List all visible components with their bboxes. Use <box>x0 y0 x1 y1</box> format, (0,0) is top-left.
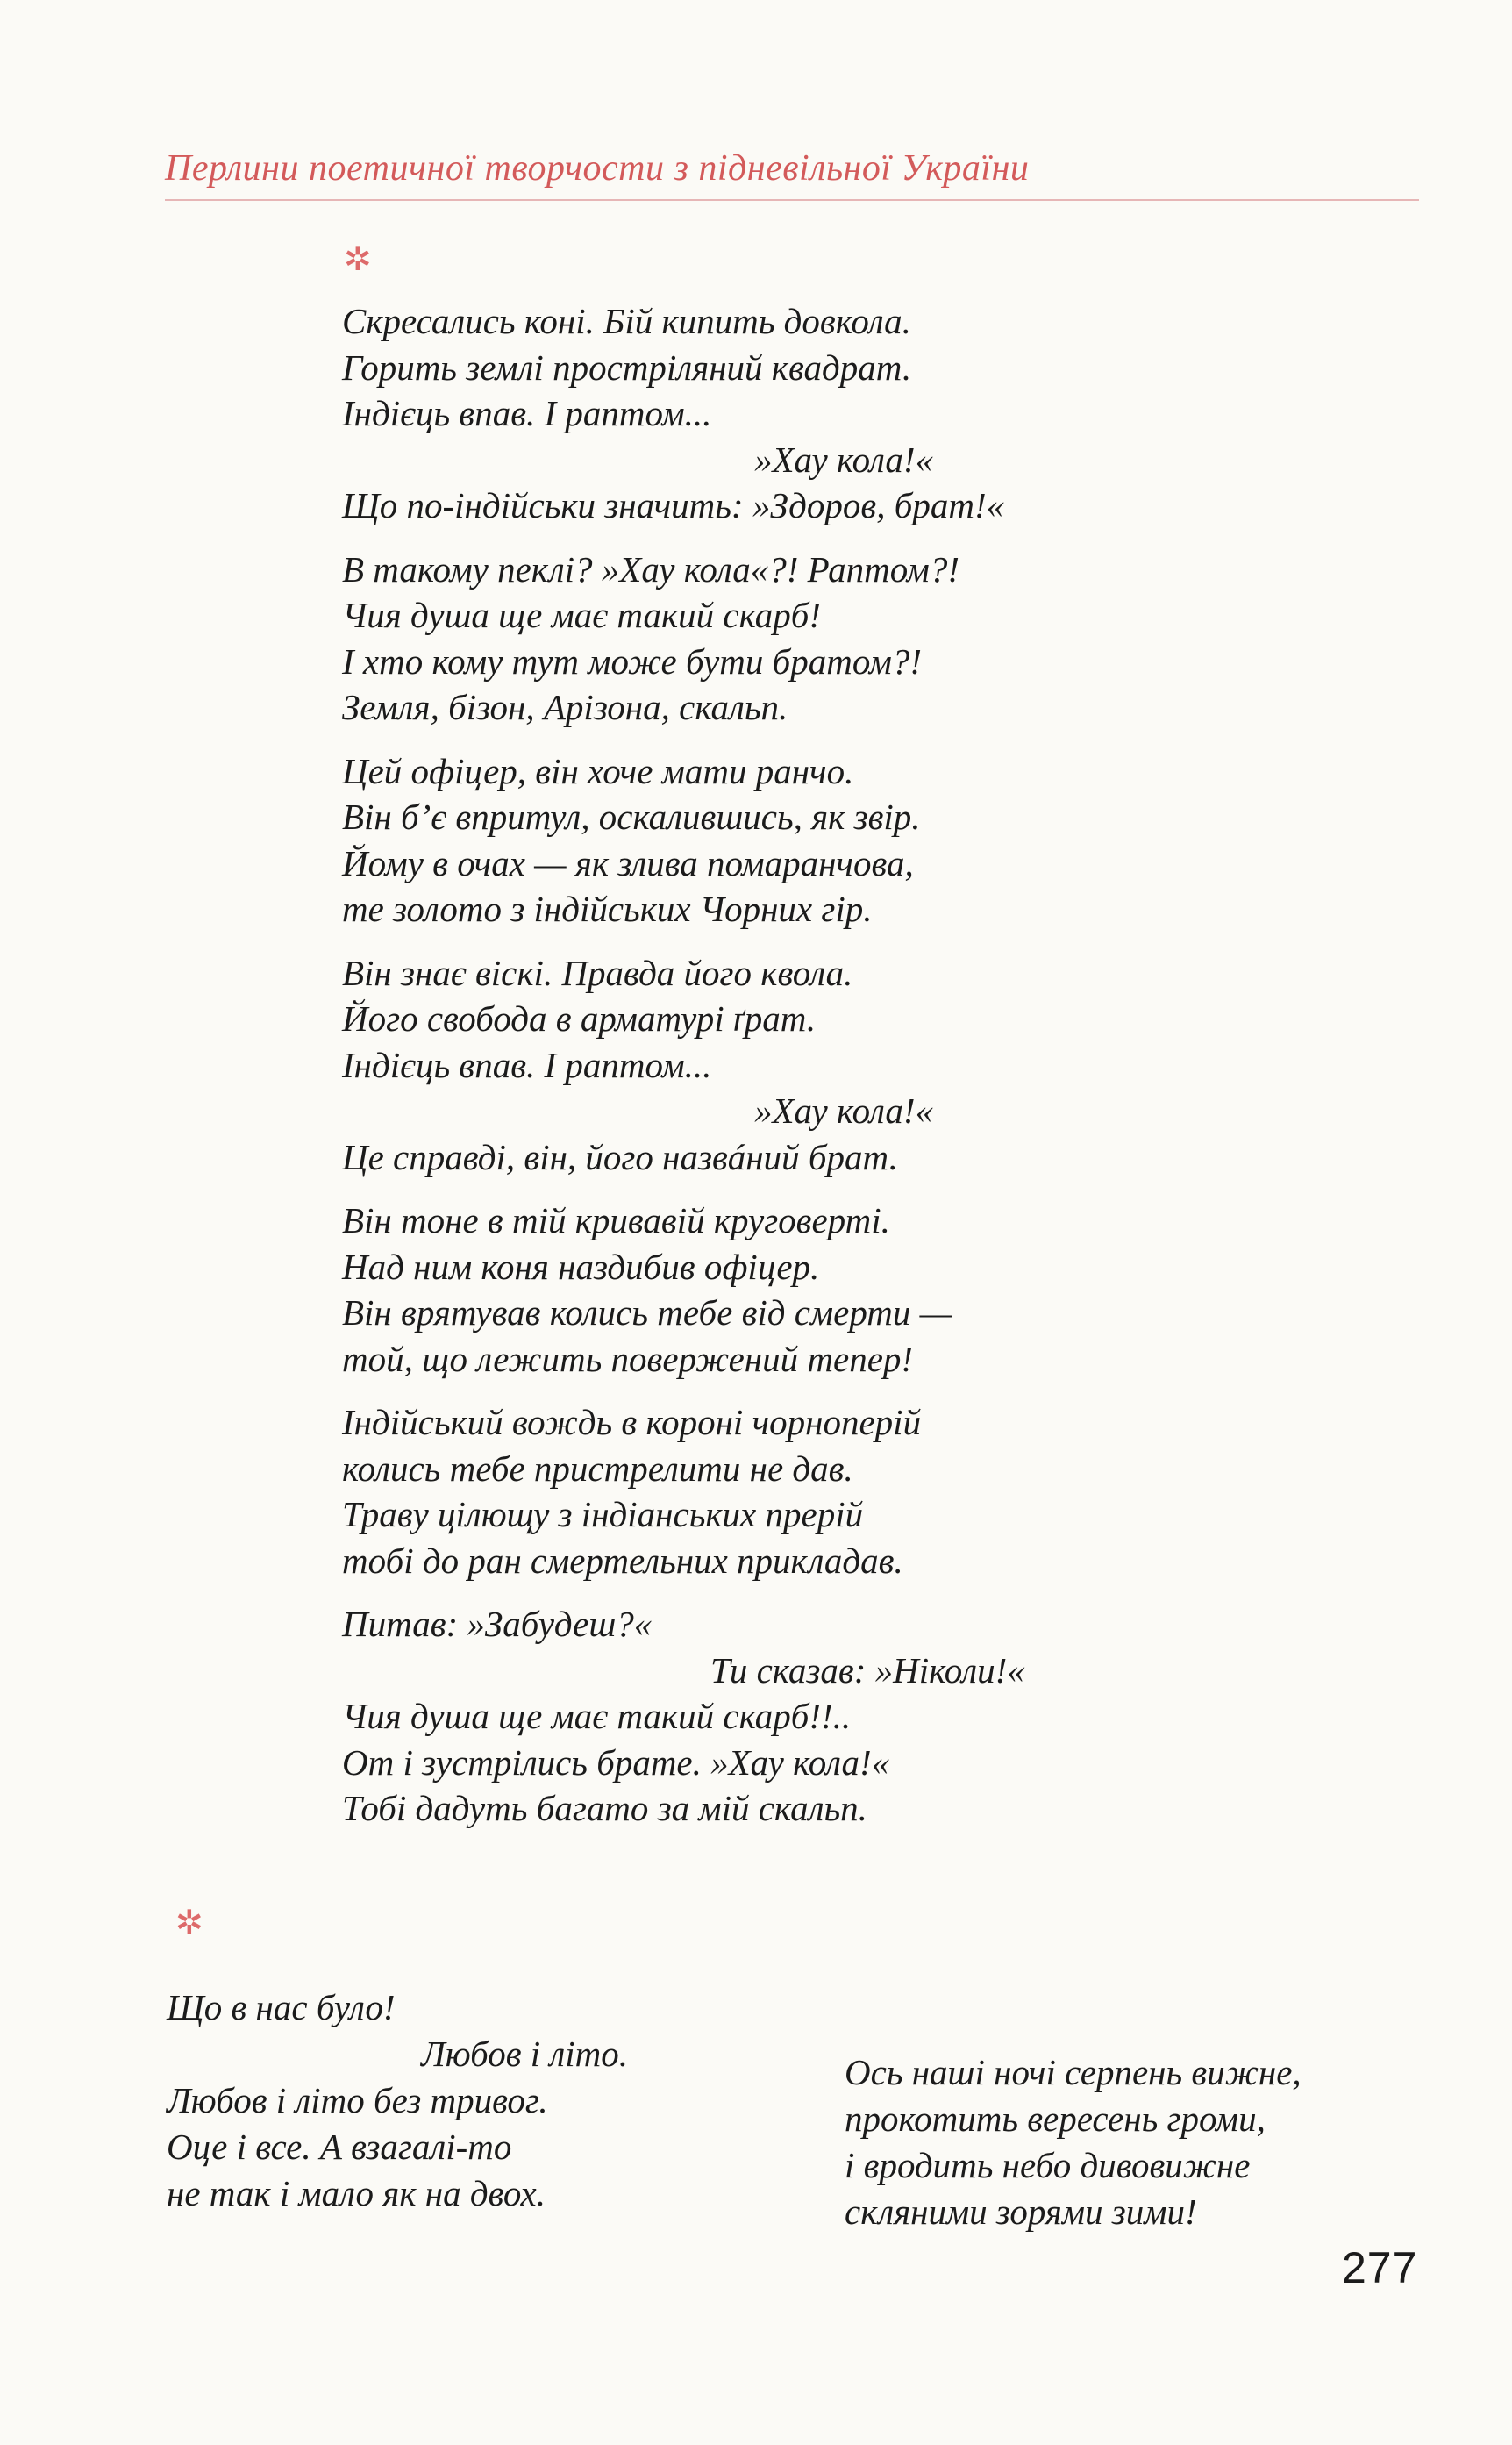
poem-line: Це справді, він, його назвáний брат. <box>342 1136 898 1177</box>
poem-line: Чия душа ще має такий скарб!!.. <box>342 1696 852 1736</box>
stanza <box>342 298 1025 529</box>
poem-line: В такому пеклі? »Хау кола«?! Раптом?! <box>342 548 959 590</box>
poem-line: те золото з індійських Чорних гір. <box>342 889 873 929</box>
poem-line: Що в нас було! <box>167 1987 396 2027</box>
poem-line: Любов і літо. <box>421 2034 629 2074</box>
poem-line: тобі до ран смертельних прикладав. <box>342 1540 903 1581</box>
poem-line: прокотить вересень громи, <box>845 2098 1266 2139</box>
poem-line: Чия душа ще має такий скарб! <box>342 595 822 635</box>
stanza <box>342 1399 1025 1584</box>
poem-line: той, що лежить повержений тепер! <box>342 1338 914 1379</box>
poem-line: Ось наші ночі серпень вижне, <box>845 2052 1302 2092</box>
poem-main <box>342 298 1025 1849</box>
poem-line: Він б’є впритул, оскалившись, як звір. <box>342 797 921 837</box>
poem-line: скляними зорями зими! <box>845 2191 1197 2232</box>
poem-line: І хто кому тут може бути братом?! <box>342 640 923 682</box>
poem-line: Тобі дадуть багато за мій скальп. <box>342 1788 867 1828</box>
poem-line: От і зустрілись брате. »Хау кола!« <box>342 1741 890 1783</box>
poem-line: не так і мало як на двох. <box>167 2173 546 2213</box>
poem-line: Він знає віскі. Правда його квола. <box>342 952 853 993</box>
poem-line: Його свобода в арматурі ґрат. <box>342 998 817 1039</box>
poem-line: »Хау кола!« <box>754 439 934 480</box>
poem-line: Він врятував колись тебе від смерти — <box>342 1292 952 1333</box>
poem-line: Питав: »Забудеш?« <box>342 1604 653 1644</box>
poem-line: Скресались коні. Бій кипить довкола. <box>342 301 911 341</box>
asterisk-ornament-icon: ✲ <box>344 239 372 278</box>
running-header: Перлини поетичної творчости з підневільної України <box>165 148 1030 189</box>
poem-line: Любов і літо без тривог. <box>167 2080 548 2120</box>
poem-line: Цей офіцер, він хоче мати ранчо. <box>342 750 854 791</box>
poem-line: Ти сказав: »Ніколи!« <box>710 1649 1025 1691</box>
poem-line: Над ним коня наздибив офіцер. <box>342 1246 820 1287</box>
poem-short-right <box>845 2049 1302 2235</box>
page-number: 277 <box>1342 2243 1418 2292</box>
poem-line: Що по-індійськи значить: »Здоров, брат!« <box>342 485 1005 525</box>
stanza <box>342 1601 1025 1832</box>
poem-line: Йому в очах — як злива помаранчова, <box>342 842 914 883</box>
poem-line: Він тоне в тій кривавій круговерті. <box>342 1200 890 1240</box>
poem-line: »Хау кола!« <box>754 1090 934 1131</box>
stanza <box>342 748 1025 933</box>
poem-short-left <box>167 1984 628 2217</box>
poem-line: Оце і все. А взагалі-то <box>167 2127 512 2167</box>
stanza <box>342 547 1025 731</box>
poem-line: Індієць впав. І раптом... <box>342 393 712 433</box>
poem-line: Траву цілющу з індіанських прерій <box>342 1494 864 1534</box>
poem-line: і вродить небо дивовижне <box>845 2145 1251 2185</box>
poem-line: колись тебе пристрелити не дав. <box>342 1448 853 1489</box>
poem-line: Горить землі простріляний квадрат. <box>342 347 912 388</box>
asterisk-ornament-icon: ✲ <box>175 1903 203 1941</box>
poem-line: Земля, бізон, Арізона, скальп. <box>342 687 788 727</box>
header-rule <box>165 199 1419 201</box>
stanza <box>342 950 1025 1181</box>
poem-line: Індієць впав. І раптом... <box>342 1044 712 1085</box>
stanza <box>342 1197 1025 1382</box>
poem-line: Індійський вождь в короні чорнопepiй <box>342 1402 922 1442</box>
